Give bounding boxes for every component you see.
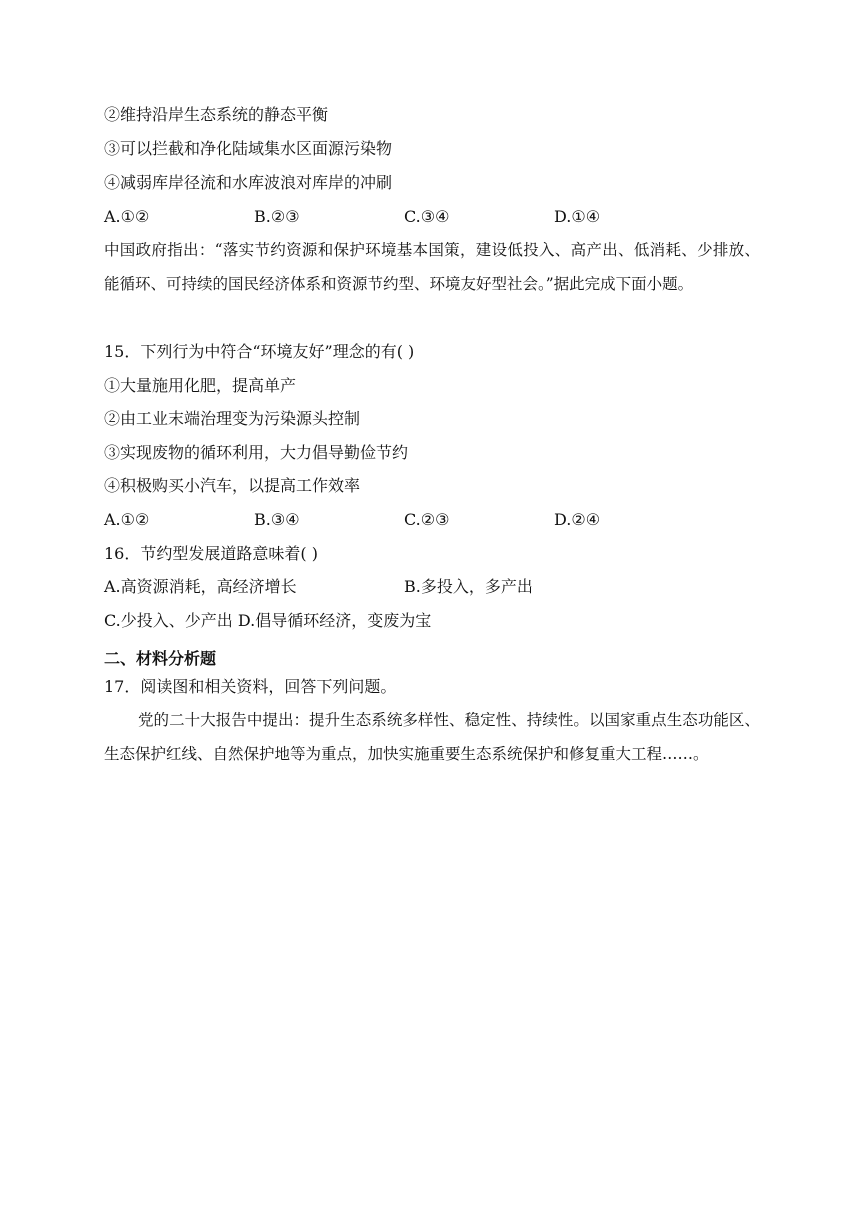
q14-option-c: C.③④ [404,207,450,226]
q15-option-d: D.②④ [554,510,601,529]
q14-option-d: D.①④ [554,207,601,226]
q17-passage: 党的二十大报告中提出：提升生态系统多样性、稳定性、持续性。以国家重点生态功能区、生态保护红线、自然保护地等为重点，加快实施重要生态系统保护和修复重大工程……。 [104,711,760,763]
q14-item-3: ③可以拦截和净化陆域集水区面源污染物 [104,139,393,158]
q15-item-4: ④积极购买小汽车，以提高工作效率 [104,476,361,495]
q14-item-2: ②维持沿岸生态系统的静态平衡 [104,105,329,124]
q16-stem: 16．节约型发展道路意味着( ) [104,544,318,563]
q16-options-row2: C.少投入、少产出 D.倡导循环经济，变废为宝 [104,611,432,630]
intro-passage: 中国政府指出：“落实节约资源和保护环境基本国策，建设低投入、高产出、低消耗、少排放、能循环、可持续的国民经济体系和资源节约型、环境友好型社会。”据此完成下面小题。 [104,241,760,293]
q15-stem: 15．下列行为中符合“环境友好”理念的有( ) [104,342,415,361]
q16-option-b: B.多投入，多产出 [404,577,533,596]
q17-stem: 17．阅读图和相关资料，回答下列问题。 [104,677,397,696]
q15-option-b: B.③④ [254,510,300,529]
section-heading: 二、材料分析题 [104,649,217,668]
q14-option-b: B.②③ [254,207,300,226]
q15-item-1: ①大量施用化肥，提高单产 [104,376,297,395]
q15-option-a: A.①② [104,510,150,529]
q14-item-4: ④减弱库岸径流和水库波浪对库岸的冲刷 [104,173,393,192]
q15-option-c: C.②③ [404,510,450,529]
q15-item-2: ②由工业末端治理变为污染源头控制 [104,409,361,428]
q14-option-a: A.①② [104,207,150,226]
q15-item-3: ③实现废物的循环利用，大力倡导勤俭节约 [104,443,409,462]
q16-option-a: A.高资源消耗，高经济增长 [104,577,297,596]
